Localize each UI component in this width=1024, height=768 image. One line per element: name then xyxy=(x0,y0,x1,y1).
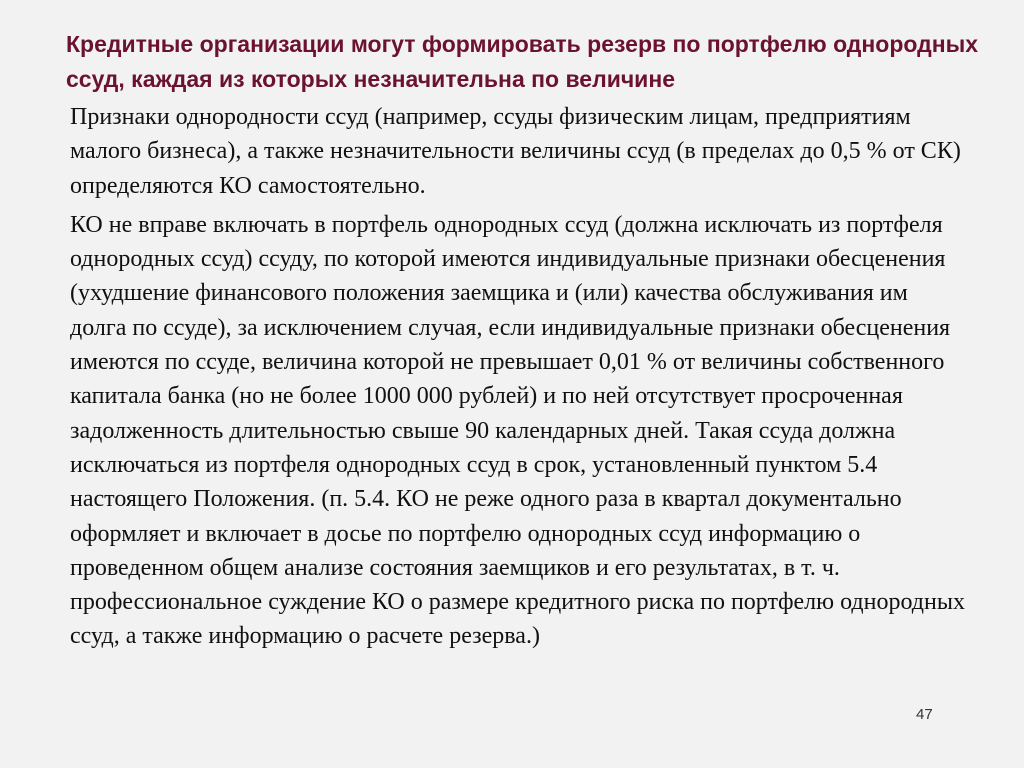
slide-body xyxy=(70,100,970,659)
paragraph-portfolio-exclusion: КО не вправе включать в портфель однородных ссуд (должна исключать из портфеля однородных ссуд) ссуду, по которой имеются индивидуальные признаки обесценения (ухудшение финансового положения заемщика и (или) качества обслуживания им долга по ссуде), за исключением случая, если индивидуальные признаки обесценения имеются по ссуде, величина которой не превышает 0,01 % от величины собственного капитала банка (но не более 1000 000 рублей) и по ней отсутствует просроченная задолженность длительностью свыше 90 календарных дней. Такая ссуда должна исключаться из портфеля однородных ссуд в срок, установленный пунктом 5.4 настоящего Положения. (п. 5.4. КО не реже одного раза в квартал документально оформляет и включает в досье по портфелю однородных ссуд информацию о проведенном общем анализе состояния заемщиков и его результатах, в т. ч. профессиональное суждение КО о размере кредитного риска по портфелю однородных ссуд, а также информацию о расчете резерва.) xyxy=(70,211,965,650)
slide-title: Кредитные организации могут формировать резерв по портфелю однородных ссуд, каждая из которых незначительна по величине xyxy=(66,31,979,92)
paragraph-homogeneity-criteria: Признаки однородности ссуд (например, ссуды физическим лицам, предприятиям малого бизнеса), а также незначительности величины ссуд (в пределах до 0,5 % от СК) определяются КО самостоятельно. xyxy=(70,104,961,199)
page-number: 47 xyxy=(916,706,933,723)
